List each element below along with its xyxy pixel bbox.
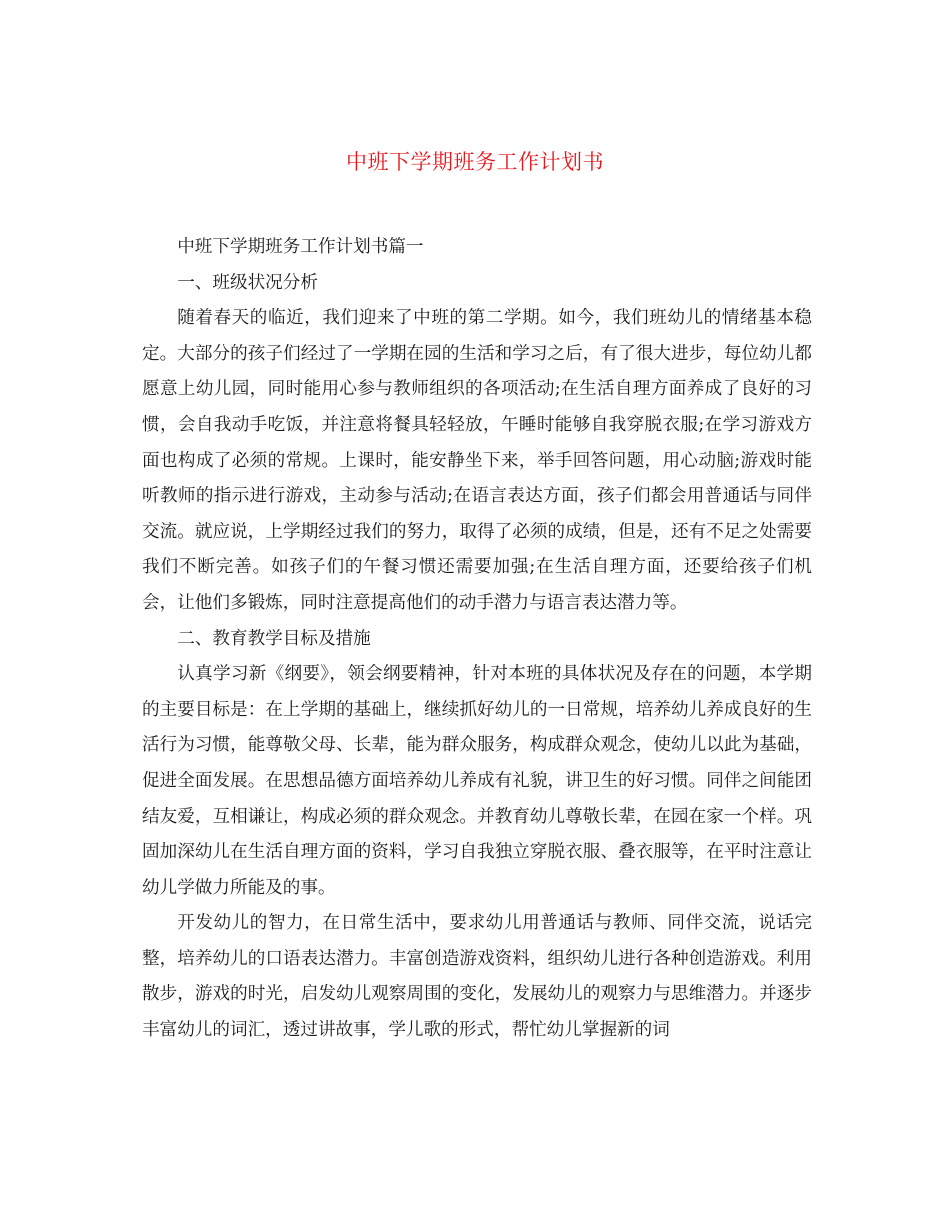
section-heading: 二、教育教学目标及措施 <box>177 628 371 649</box>
body-paragraph: 随着春天的临近，我们迎来了中班的第二学期。如今，我们班幼儿的情绪基本稳定。大部分的孩子们经过了一学期在园的生活和学习之后，有了很大进步，每位幼儿都愿意上幼儿园，同时能用心参与教师组织的各项活动;在生活自理方面养成了良好的习惯，会自我动手吃饭，并注意将餐具轻轻放，午睡时能够自我穿脱衣服;在学习游戏方面也构成了必须的常规。上课时，能安静坐下来，举手回答问题，用心动脑;游戏时能听教师的指示进行游戏，主动参与活动;在语言表达方面，孩子们都会用普通话与同伴交流。就应说，上学期经过我们的努力，取得了必须的成绩，但是，还有不足之处需要我们不断完善。如孩子们的午餐习惯还需要加强;在生活自理方面，还要给孩子们机会，让他们多锻炼，同时注意提高他们的动手潜力与语言表达潜力等。 <box>142 308 812 613</box>
section-heading: 一、班级状况分析 <box>177 272 318 293</box>
document-body <box>142 230 812 1049</box>
section-heading: 中班下学期班务工作计划书篇一 <box>177 237 424 257</box>
body-paragraph: 开发幼儿的智力，在日常生活中，要求幼儿用普通话与教师、同伴交流，说话完整，培养幼儿的口语表达潜力。丰富创造游戏资料，组织幼儿进行各种创造游戏。利用散步，游戏的时光，启发幼儿观察周围的变化，发展幼儿的观察力与思维潜力。并逐步丰富幼儿的词汇，透过讲故事，学儿歌的形式，帮忙幼儿掌握新的词 <box>142 913 812 1041</box>
body-paragraph: 认真学习新《纲要》，领会纲要精神，针对本班的具体状况及存在的问题，本学期的主要目标是：在上学期的基础上，继续抓好幼儿的一日常规，培养幼儿养成良好的生活行为习惯，能尊敬父母、长辈，能为群众服务，构成群众观念，使幼儿以此为基础，促进全面发展。在思想品德方面培养幼儿养成有礼貌，讲卫生的好习惯。同伴之间能团结友爱，互相谦让，构成必须的群众观念。并教育幼儿尊敬长辈，在园在家一个样。巩固加深幼儿在生活自理方面的资料，学习自我独立穿脱衣服、叠衣服等，在平时注意让幼儿学做力所能及的事。 <box>142 664 812 898</box>
document-title: 中班下学期班务工作计划书 <box>346 150 604 174</box>
